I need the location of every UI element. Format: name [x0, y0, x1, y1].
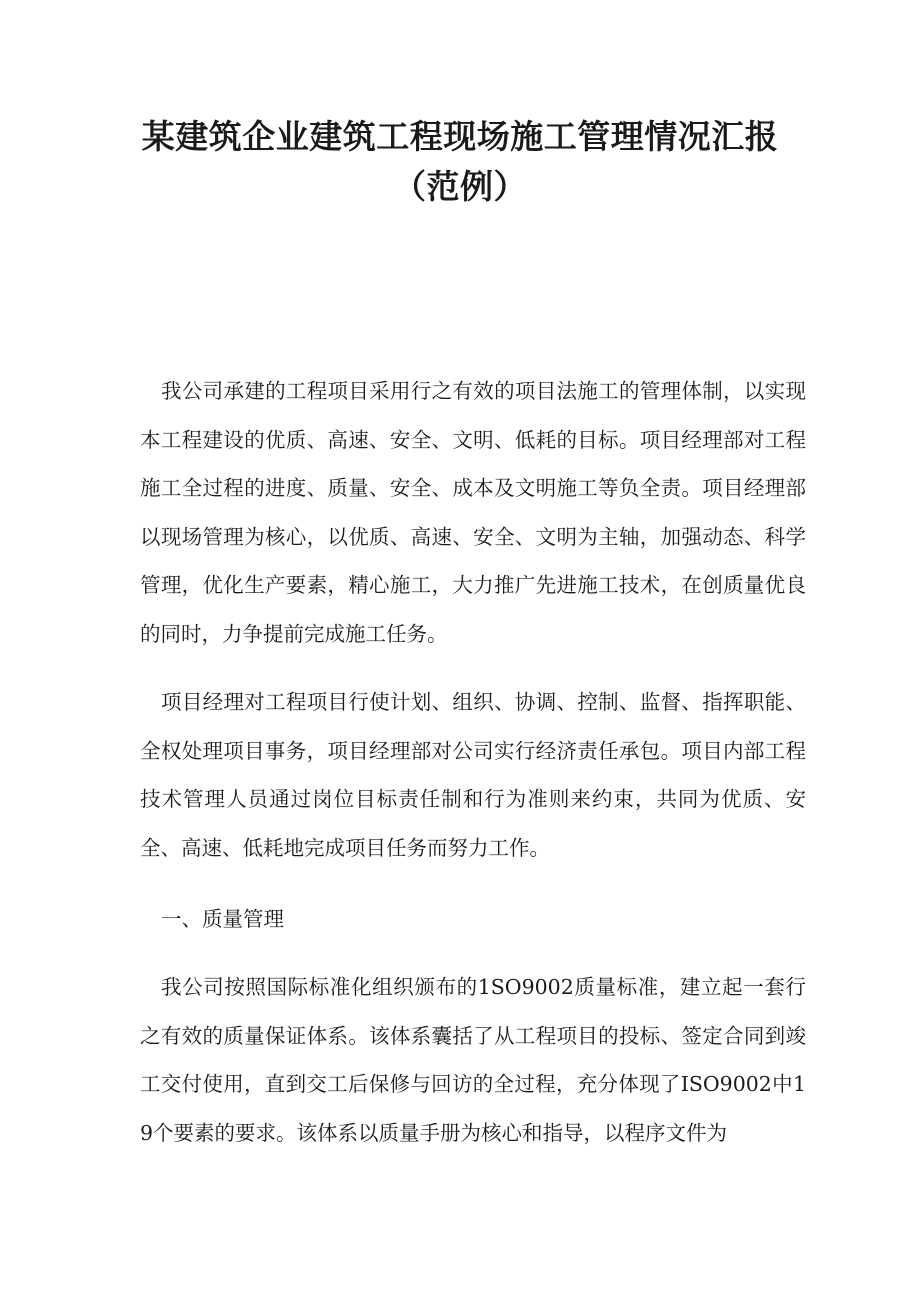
- body-paragraph: 我公司承建的工程项目采用行之有效的项目法施工的管理体制，以实现本工程建设的优质、高速、安全、文明、低耗的目标。项目经理部对工程施工全过程的进度、质量、安全、成本及文明施工等负全责。项目经理部以现场管理为核心，以优质、高速、安全、文明为主轴，加强动态、科学管理，优化生产要素，精心施工，大力推广先进施工技术，在创质量优良的同时，力争提前完成施工任务。: [140, 379, 806, 646]
- document-subtitle: （范例）: [393, 167, 527, 206]
- body-paragraph: 项目经理对工程项目行使计划、组织、协调、控制、监督、指挥职能、全权处理项目事务，项目经理部对公司实行经济责任承包。项目内部工程技术管理人员通过岗位目标责任制和行为准则来约束，共同为优质、安全、高速、低耗地完成项目任务而努力工作。: [140, 690, 806, 860]
- section-heading: 一、质量管理: [161, 907, 284, 931]
- document-title: 某建筑企业建筑工程现场施工管理情况汇报: [141, 117, 779, 156]
- section-paragraph: 我公司按照国际标准化组织颁布的1SO9002质量标准，建立起一套行之有效的质量保证体系。该体系囊括了从工程项目的投标、签定合同到竣工交付使用，直到交工后保修与回访的全过程，充分体现了ISO9002中19个要素的要求。该体系以质量手册为核心和指导，以程序文件为: [140, 975, 806, 1145]
